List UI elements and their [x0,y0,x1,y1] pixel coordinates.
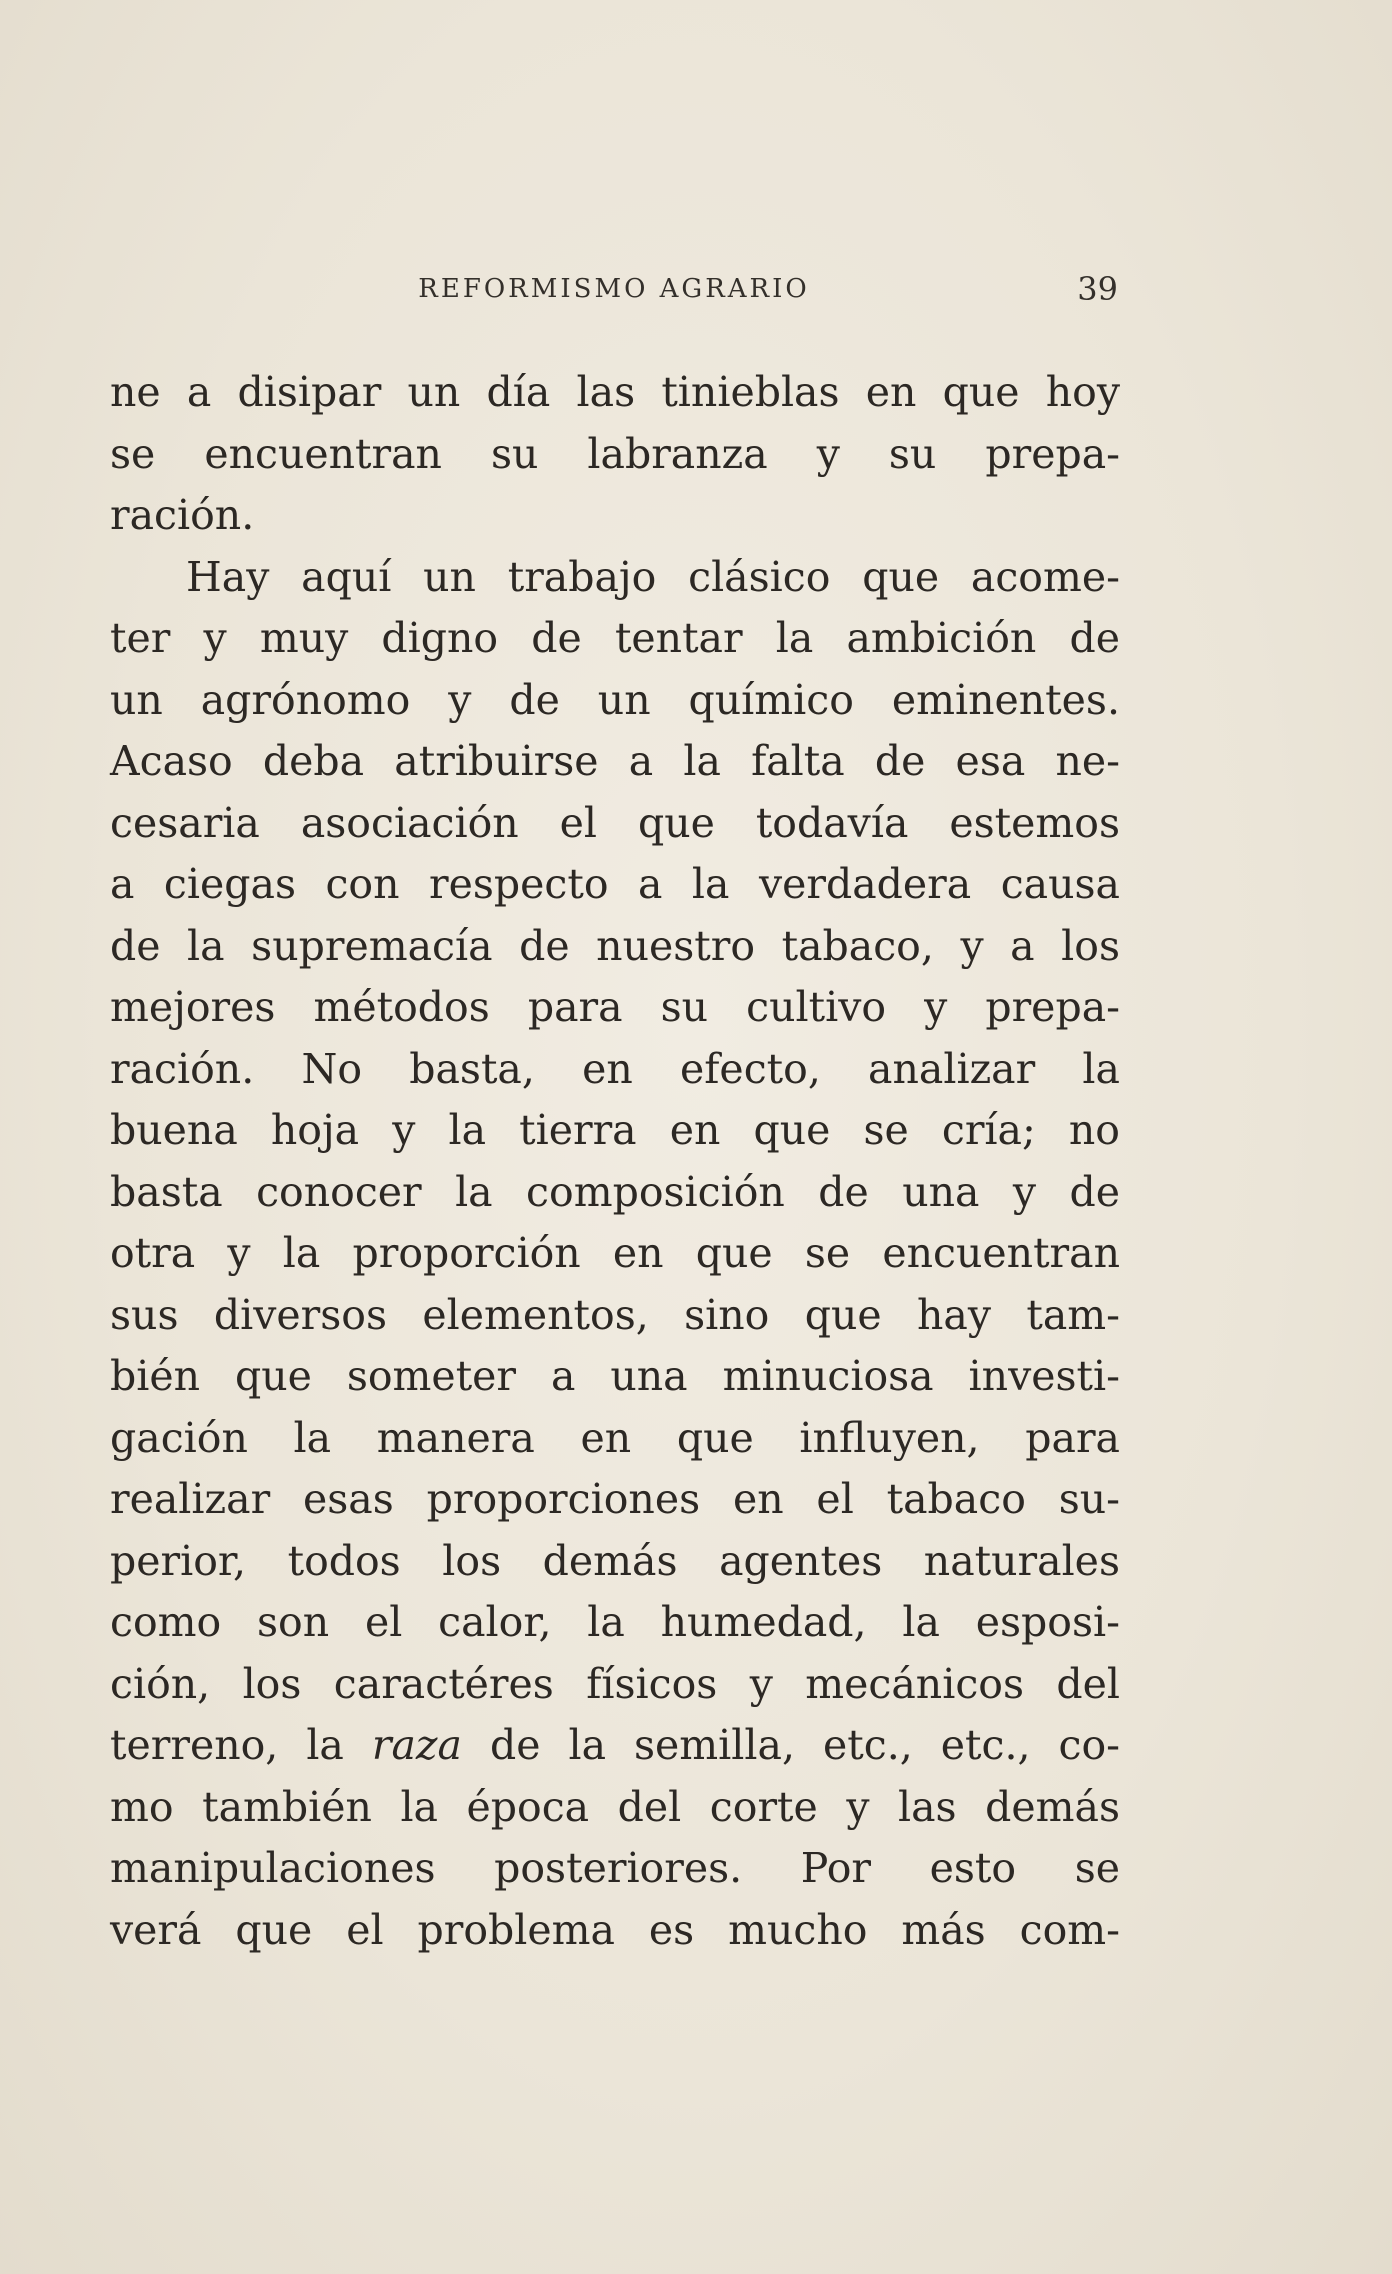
text-line: buena hoja y la tierra en que se cría; no [110,1106,1120,1154]
text-line: ración. No basta, en efecto, analizar la [110,1044,1120,1093]
running-head [110,268,1118,318]
text-line: ración. [110,491,255,539]
text-line: a ciegas con respecto a la verdadera causa [110,860,1120,908]
text-line-with-italic [110,1715,1120,1777]
text-line: mo también la época del corte y las demás [110,1782,1120,1831]
text-line: Acaso deba atribuirse a la falta de esa ne- [110,737,1120,785]
body-text [110,362,1120,1961]
text-line: bién que someter a una minuciosa investi- [110,1352,1120,1400]
text-line: gación la manera en que influyen, para [110,1413,1120,1462]
text-line: ne a disipar un día las tinieblas en que hoy [110,368,1120,416]
text-line: como son el calor, la humedad, la esposi- [110,1598,1120,1646]
text-line: perior, todos los demás agentes naturales [110,1536,1120,1585]
text-line: verá que el problema es mucho más com- [110,1905,1120,1954]
text-line: manipulaciones posteriores. Por esto se [110,1844,1120,1892]
text-line: un agrónomo y de un químico eminentes. [110,675,1120,724]
running-title: REFORMISMO AGRARIO [418,274,810,304]
text-line: otra y la proporción en que se encuentran [110,1229,1120,1277]
text-line: basta conocer la composición de una y de [110,1167,1120,1216]
text-line: ter y muy digno de tentar la ambición de [110,614,1120,662]
text-line: se encuentran su labranza y su prepa- [110,429,1120,478]
text-line: mejores métodos para su cultivo y prepa- [110,983,1120,1031]
text-line: Hay aquí un trabajo clásico que acome- [186,552,1120,601]
page-number: 39 [1077,270,1118,308]
text-line: ción, los caractéres físicos y mecánicos del [110,1659,1120,1708]
italic-word: raza [371,1721,462,1769]
text-line: sus diversos elementos, sino que hay tam- [110,1290,1120,1339]
text-line: de la supremacía de nuestro tabaco, y a los [110,921,1120,970]
text-segment: terreno, la [110,1721,372,1769]
text-line: realizar esas proporciones en el tabaco su- [110,1475,1120,1523]
text-segment: de la semilla, etc., etc., co- [461,1721,1121,1769]
text-line: cesaria asociación el que todavía estemos [110,798,1120,847]
